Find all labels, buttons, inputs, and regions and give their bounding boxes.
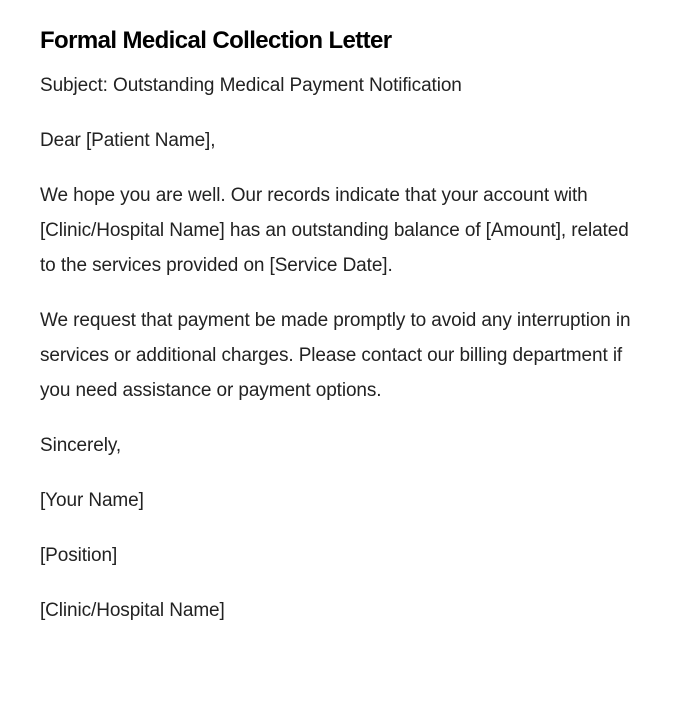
letter-title: Formal Medical Collection Letter: [40, 27, 392, 54]
letter-subject: Subject: Outstanding Medical Payment Notification: [40, 75, 462, 96]
letter-paragraph-balance: We hope you are well. Our records indicate that your account with [Clinic/Hospital Name] has an outstanding balance of [Amount], related to the services provided on [Service Date].: [40, 185, 629, 276]
letter-closing: Sincerely,: [40, 435, 122, 456]
signature-position: [Position]: [40, 545, 118, 566]
signature-organization: [Clinic/Hospital Name]: [40, 600, 225, 621]
signature-name: [Your Name]: [40, 490, 144, 511]
letter-salutation: Dear [Patient Name],: [40, 130, 216, 151]
letter-paragraph-request: We request that payment be made promptly to avoid any interruption in services or additional charges. Please contact our billing department if you need assistance or payment options.: [40, 310, 631, 401]
